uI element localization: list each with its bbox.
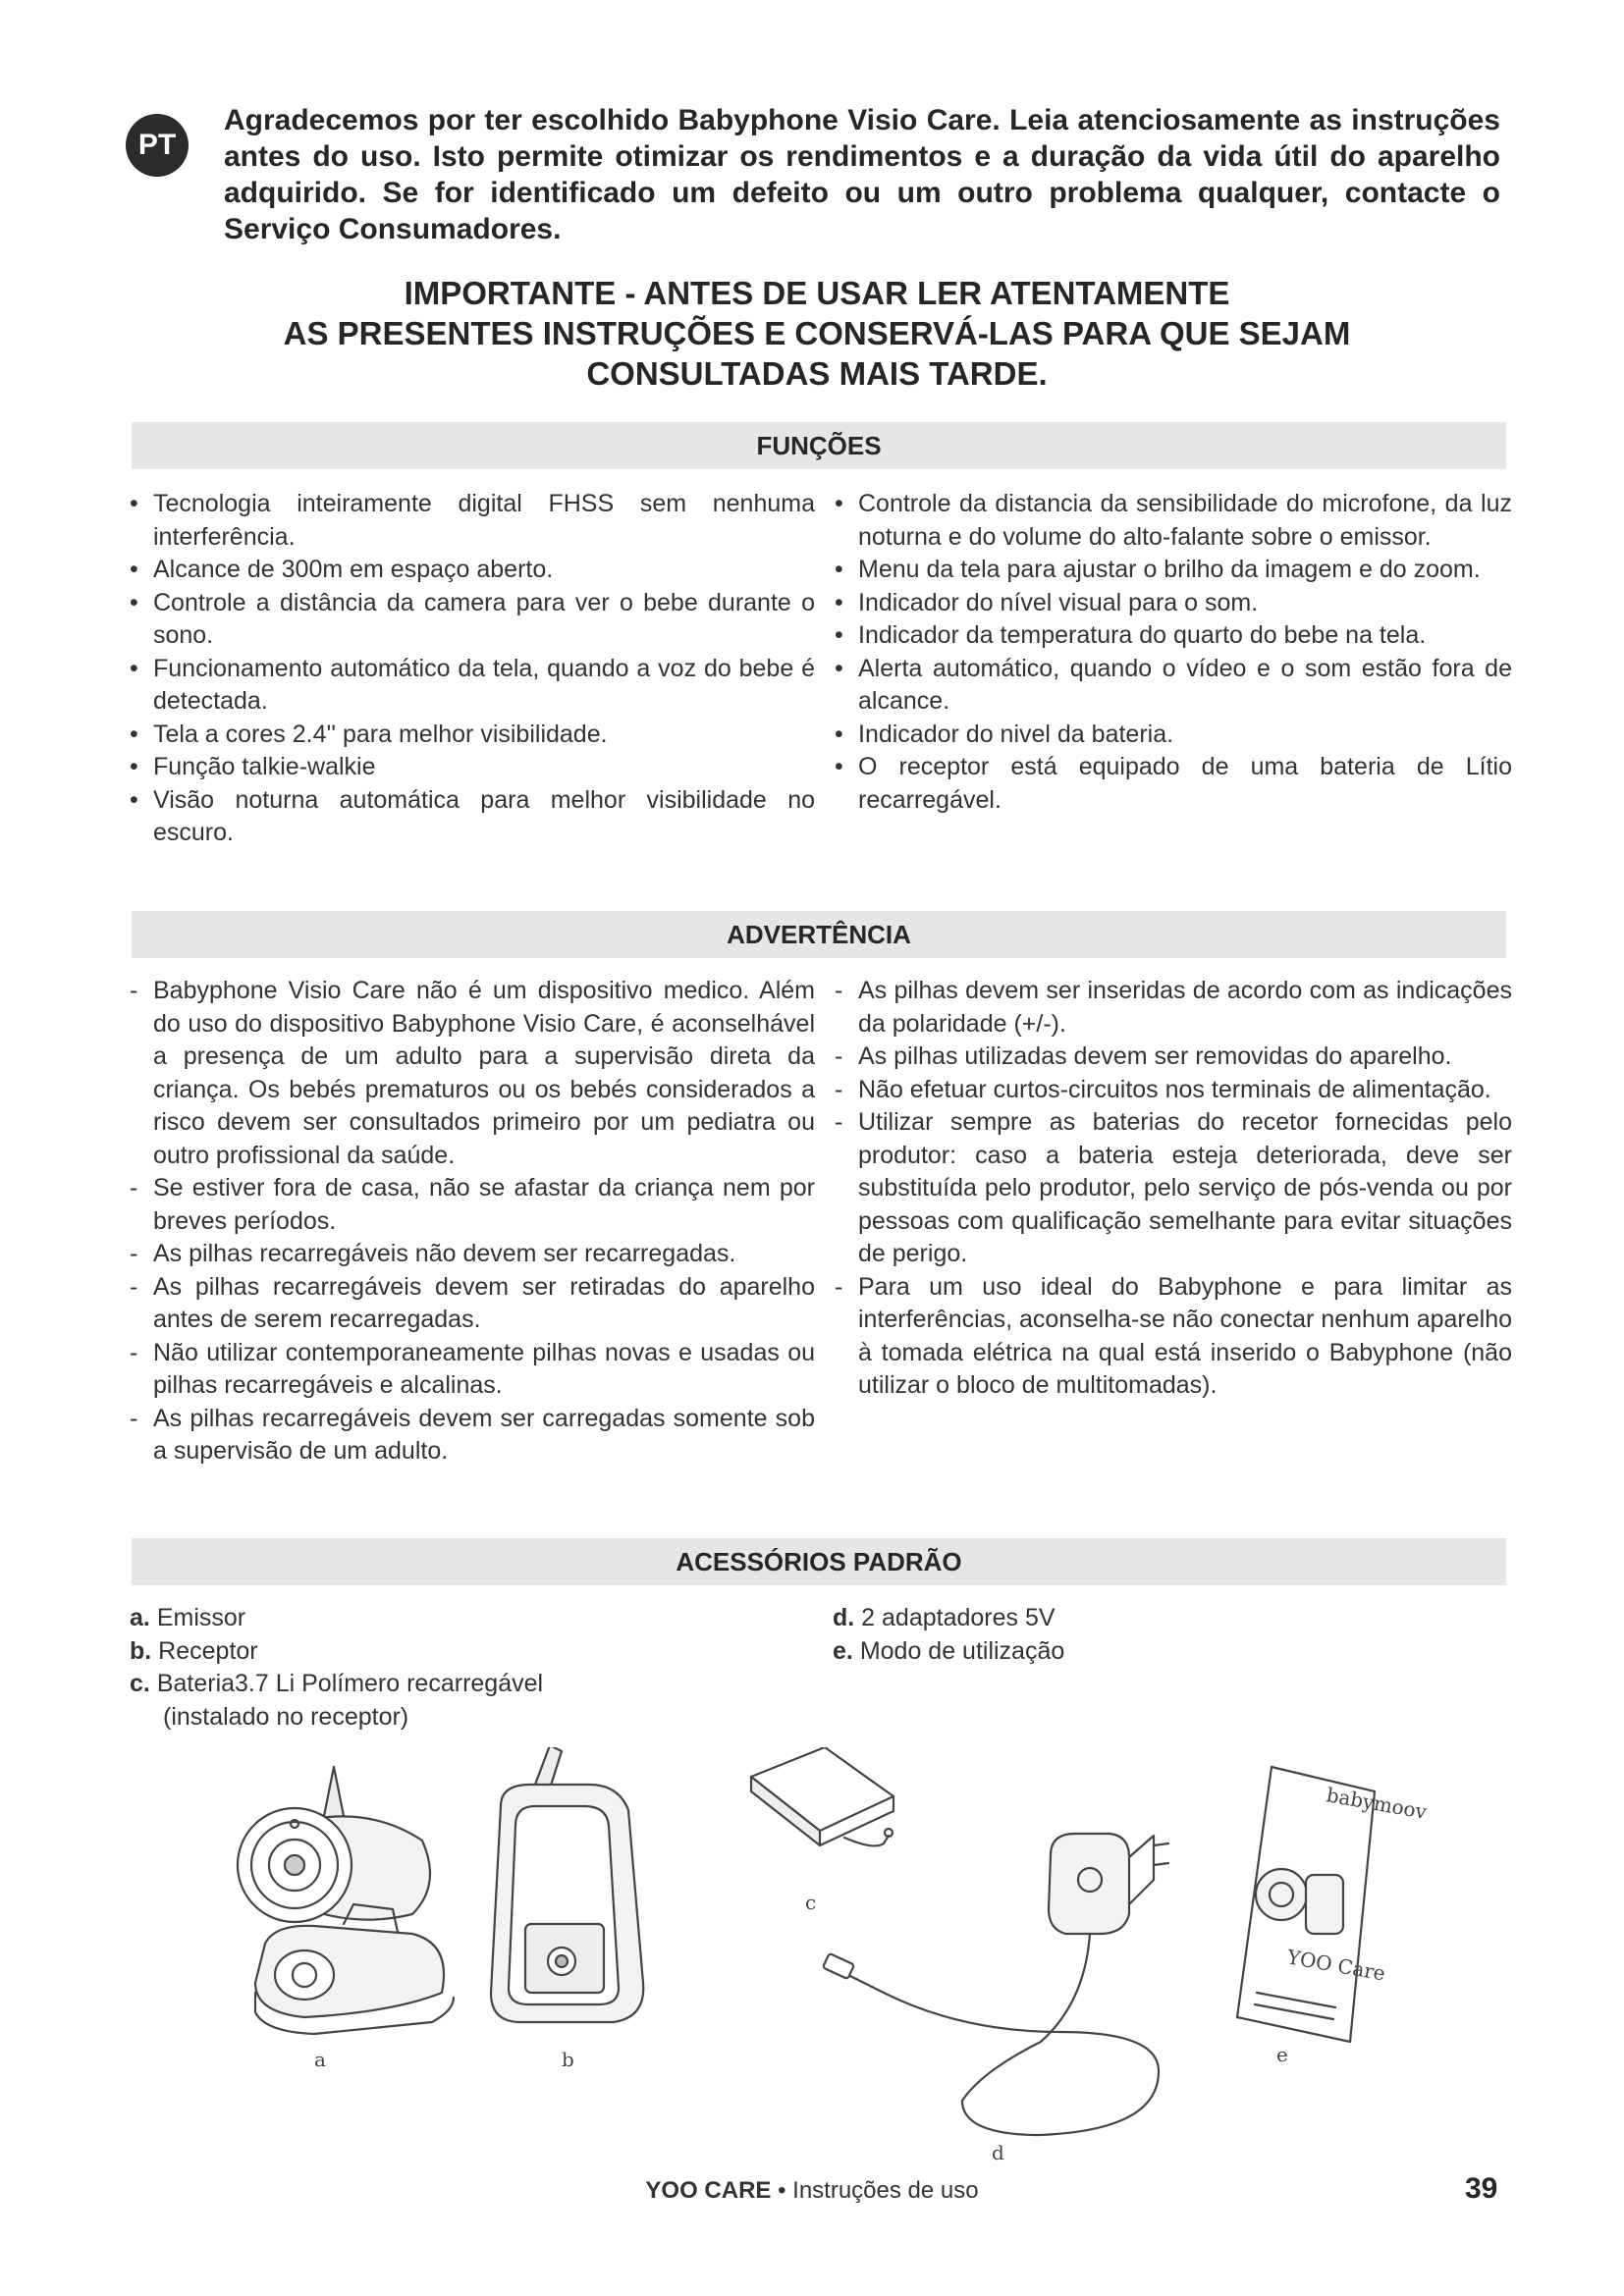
- page-footer: [0, 2177, 1624, 2205]
- list-item: • Controle da distancia da sensibilidade do microfone, da luz noturna e do volume do alto-falante sobre o emissor.: [833, 488, 1512, 554]
- receiver-drawing: [491, 1747, 643, 2022]
- page-number: 39: [1465, 2172, 1498, 2205]
- list-item: - Babyphone Visio Care não é um dispositivo medico. Além do uso do dispositivo Babyphone Visio Care, é aconselhável a presença de um adulto para a supervisão direta da criança. Os bebés prematuros ou os bebés considerados a risco devem ser consultados primeiro por um pediatra ou outro profissional da saúde.: [128, 975, 815, 1172]
- language-badge: PT: [126, 114, 189, 177]
- footer-brand: YOO CARE: [645, 2177, 772, 2204]
- list-item: - As pilhas recarregáveis devem ser retiradas do aparelho antes de serem recarregadas.: [128, 1271, 815, 1337]
- footer-separator: •: [778, 2177, 786, 2204]
- advertencia-right-list: [833, 975, 1512, 1403]
- intro-paragraph: Agradecemos por ter escolhido Babyphone Visio Care. Leia atenciosamente as instruções antes do uso. Isto permite otimizar os rendimentos e a duração da vida útil do aparelho adquirido. Se for identificado um defeito ou um outro problema qualquer, contacte o Serviço Consumadores.: [224, 104, 1500, 245]
- list-item: • Alcance de 300m em espaço aberto.: [128, 554, 815, 587]
- list-item: • Visão noturna automática para melhor visibilidade no escuro.: [128, 784, 815, 850]
- list-item: - As pilhas utilizadas devem ser removidas do aparelho.: [833, 1041, 1512, 1074]
- manual-product-text: YOO Care: [1285, 1945, 1387, 1986]
- list-item: b. Receptor: [130, 1636, 258, 1665]
- section-header-acessorios: ACESSÓRIOS PADRÃO: [132, 1538, 1506, 1585]
- label-b: b: [562, 2048, 574, 2071]
- list-item: • Menu da tela para ajustar o brilho da imagem e do zoom.: [833, 554, 1512, 587]
- manual-brand-text: babymoov: [1325, 1783, 1429, 1824]
- list-item: • Funcionamento automático da tela, quando a voz do bebe é detectada.: [128, 653, 815, 719]
- advertencia-left-list: [128, 975, 815, 1468]
- camera-emitter-drawing: [238, 1767, 454, 2034]
- list-item: d. 2 adaptadores 5V: [833, 1604, 1056, 1631]
- acessorios-right-list: [833, 1602, 1461, 1668]
- manual-drawing: [1237, 1767, 1430, 2042]
- label-d: d: [992, 2141, 1004, 2164]
- list-item: - As pilhas recarregáveis não devem ser recarregadas.: [128, 1238, 815, 1271]
- important-line-2: AS PRESENTES INSTRUÇÕES E CONSERVÁ-LAS PARA QUE SEJAM: [283, 315, 1351, 351]
- accessories-illustration: [196, 1747, 1473, 2169]
- section-header-advertencia: ADVERTÊNCIA: [132, 911, 1506, 958]
- important-notice: [128, 273, 1506, 394]
- important-line-1: IMPORTANTE - ANTES DE USAR LER ATENTAMENTE: [404, 275, 1230, 311]
- battery-drawing: [751, 1747, 893, 1845]
- adapter-drawing: [823, 1834, 1168, 2135]
- list-item: • Alerta automático, quando o vídeo e o som estão fora de alcance.: [833, 653, 1512, 719]
- list-item: • Controle a distância da camera para ver o bebe durante o sono.: [128, 587, 815, 653]
- list-item: - Não utilizar contemporaneamente pilhas novas e usadas ou pilhas recarregáveis e alcalinas.: [128, 1337, 815, 1403]
- footer-text: Instruções de uso: [792, 2177, 979, 2204]
- acessorios-left-list: [130, 1602, 758, 1734]
- list-item: - Utilizar sempre as baterias do recetor fornecidas pelo produtor: caso a bateria esteja deteriorada, deve ser substituída pelo produtor, pelo serviço de pós-venda ou por pessoas com qualificação semelhante para evitar situações de perigo.: [833, 1106, 1512, 1271]
- list-item: • Função talkie-walkie: [128, 751, 815, 784]
- list-item: • O receptor está equipado de uma bateria de Lítio recarregável.: [833, 751, 1512, 817]
- label-c: c: [805, 1891, 817, 1914]
- list-item: - Se estiver fora de casa, não se afastar da criança nem por breves períodos.: [128, 1172, 815, 1238]
- list-item: - Para um uso ideal do Babyphone e para limitar as interferências, aconselha-se não conectar nenhum aparelho à tomada elétrica na qual está inserido o Babyphone (não utilizar o bloco de multitomadas).: [833, 1271, 1512, 1403]
- list-item: • Indicador da temperatura do quarto do bebe na tela.: [833, 619, 1512, 653]
- list-item: - Não efetuar curtos-circuitos nos terminais de alimentação.: [833, 1074, 1512, 1107]
- list-item: - As pilhas devem ser inseridas de acordo com as indicações da polaridade (+/-).: [833, 975, 1512, 1041]
- list-item: c. Bateria3.7 Li Polímero recarregável (instalado no receptor): [130, 1670, 544, 1731]
- list-item: - As pilhas recarregáveis devem ser carregadas somente sob a supervisão de um adulto.: [128, 1403, 815, 1468]
- funcoes-right-list: [833, 488, 1512, 817]
- list-item: • Indicador do nível visual para o som.: [833, 587, 1512, 620]
- list-item: • Indicador do nivel da bateria.: [833, 719, 1512, 752]
- label-a: a: [314, 2048, 326, 2071]
- funcoes-left-list: [128, 488, 815, 850]
- list-item: • Tela a cores 2.4'' para melhor visibilidade.: [128, 719, 815, 752]
- list-item: e. Modo de utilização: [833, 1636, 1065, 1665]
- label-e: e: [1276, 2043, 1288, 2066]
- list-item: a. Emissor: [130, 1604, 246, 1631]
- important-line-3: CONSULTADAS MAIS TARDE.: [586, 355, 1048, 392]
- list-item: • Tecnologia inteiramente digital FHSS sem nenhuma interferência.: [128, 488, 815, 554]
- section-header-funcoes: FUNÇÕES: [132, 422, 1506, 469]
